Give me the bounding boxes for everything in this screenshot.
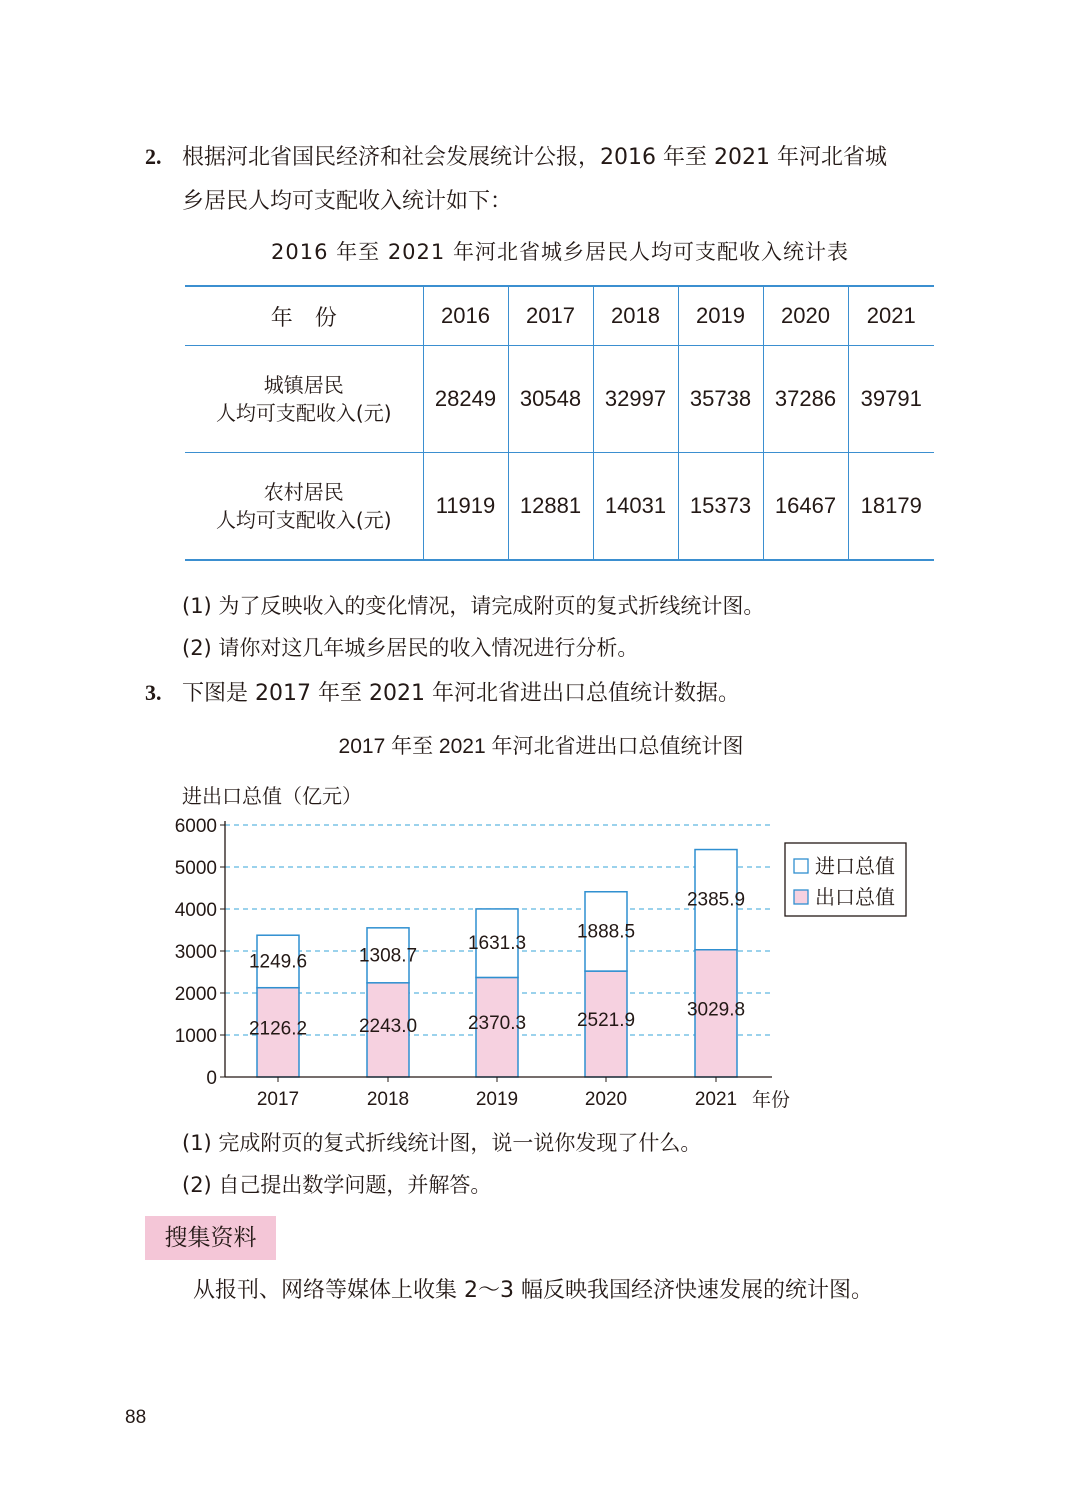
table-cell: 14031 [593,453,678,561]
page-number: 88 [125,1407,147,1428]
export-value-label: 2370.3 [467,1013,527,1035]
y-tick-label: 1000 [174,1026,217,1047]
question-3-number: 3. [145,680,162,705]
y-axis-label: 进出口总值（亿元） [182,786,362,808]
question-2-text-line1: 根据河北省国民经济和社会发展统计公报，2016 年至 2021 年河北省城 [182,145,887,170]
question-2-sub2: (2) 请你对这几年城乡居民的收入情况进行分析。 [182,636,639,660]
table-cell: 32997 [593,346,678,453]
export-value-label: 2243.0 [358,1015,418,1037]
question-3-sub1: (1) 完成附页的复式折线统计图，说一说你发现了什么。 [182,1131,702,1155]
year-cell: 2016 [423,286,508,346]
income-table-title: 2016 年至 2021 年河北省城乡居民人均可支配收入统计表 [271,240,849,264]
row-label-line2: 人均可支配收入(元) [215,401,392,425]
table-cell: 39791 [848,346,934,453]
legend-export-label: 出口总值 [815,887,895,909]
table-cell: 15373 [678,453,763,561]
question-2-sub1: (1) 为了反映收入的变化情况，请完成附页的复式折线统计图。 [182,594,765,618]
table-header-row [185,286,934,346]
export-value-label: 3029.8 [686,999,746,1021]
table-cell: 37286 [763,346,848,453]
table-cell: 28249 [423,346,508,453]
question-2-number: 2. [145,144,162,169]
table-row [185,346,934,453]
legend-import-swatch [794,859,808,873]
table-cell: 18179 [848,453,934,561]
table-cell: 12881 [508,453,593,561]
row-label-line2: 人均可支配收入(元) [215,508,392,532]
question-2-text-line2: 乡居民人均可支配收入统计如下： [182,189,513,214]
question-3-text: 下图是 2017 年至 2021 年河北省进出口总值统计数据。 [182,681,740,706]
y-tick-label: 0 [206,1068,217,1089]
import-value-label: 1249.6 [248,951,308,973]
trade-chart [0,720,1083,1120]
table-cell: 30548 [508,346,593,453]
row-label-line1: 农村居民 [263,480,344,504]
import-value-label: 2385.9 [686,889,746,911]
legend-import-label: 进口总值 [815,856,895,878]
x-tick-label: 2020 [584,1089,628,1110]
import-value-label: 1308.7 [358,945,418,967]
year-cell: 2017 [508,286,593,346]
collect-materials-tag: 搜集资料 [145,1216,276,1260]
year-cell: 2021 [848,286,934,346]
year-cell: 2019 [678,286,763,346]
y-tick-label: 5000 [174,858,217,879]
table-cell: 16467 [763,453,848,561]
year-cell: 2020 [763,286,848,346]
import-value-label: 1888.5 [576,921,636,943]
y-tick-label: 3000 [174,942,217,963]
chart-title: 2017 年至 2021 年河北省进出口总值统计图 [338,735,744,758]
x-tick-label: 2018 [366,1089,410,1110]
table-cell: 11919 [423,453,508,561]
question-3-sub2: (2) 自己提出数学问题，并解答。 [182,1173,492,1197]
y-tick-label: 6000 [174,816,217,837]
export-value-label: 2126.2 [248,1018,308,1040]
export-value-label: 2521.9 [576,1010,636,1032]
x-tick-label: 2021 [694,1089,738,1110]
import-value-label: 1631.3 [467,933,527,955]
y-tick-label: 2000 [174,984,217,1005]
x-tick-label: 2017 [256,1089,300,1110]
urban-row-label [185,346,423,453]
y-tick-label: 4000 [174,900,217,921]
legend-export-swatch [794,890,808,904]
collect-materials-text: 从报刊、网络等媒体上收集 2～3 幅反映我国经济快速发展的统计图。 [193,1278,873,1303]
table-cell: 35738 [678,346,763,453]
income-table [185,285,934,561]
row-label-line1: 城镇居民 [263,373,344,397]
rural-row-label [185,453,423,561]
x-axis-label: 年份 [752,1090,791,1111]
table-row [185,453,934,561]
year-header-cell: 年 份 [185,286,423,346]
year-cell: 2018 [593,286,678,346]
x-tick-label: 2019 [475,1089,519,1110]
